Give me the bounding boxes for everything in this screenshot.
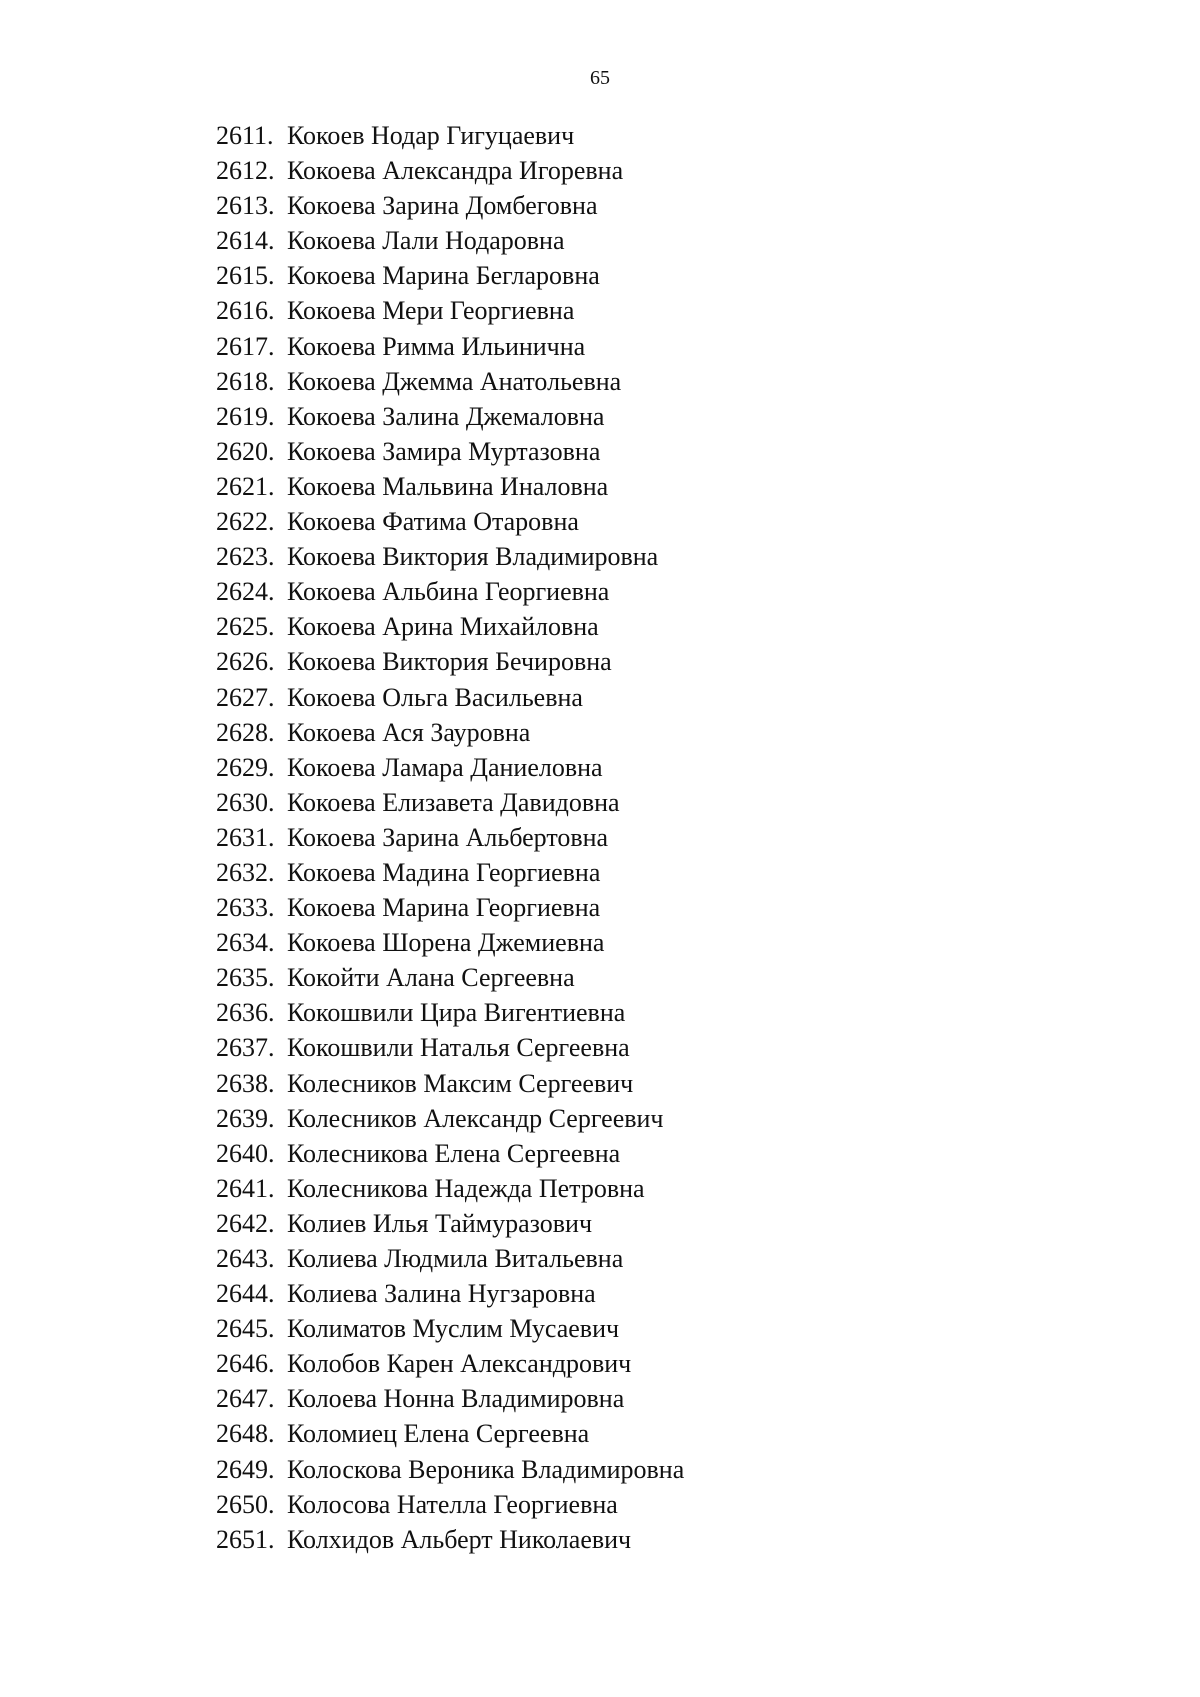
list-item [216, 1276, 684, 1311]
entry-number: 2620. [216, 436, 275, 466]
list-item [216, 293, 684, 328]
entry-number: 2635. [216, 963, 275, 993]
page-number: 65 [590, 67, 610, 89]
entry-name: Кокоева Залина Джемаловна [287, 401, 605, 431]
list-item [216, 1030, 684, 1065]
list-item [216, 504, 684, 539]
entry-number: 2624. [216, 577, 275, 607]
entry-name: Кокоева Мальвина Иналовна [287, 471, 609, 501]
list-item [216, 1452, 684, 1487]
list-item [216, 609, 684, 644]
entry-number: 2629. [216, 752, 275, 782]
entry-name: Коломиец Елена Сергеевна [287, 1419, 590, 1449]
list-item [216, 1522, 684, 1557]
entry-name: Кокоева Джемма Анатольевна [287, 366, 622, 396]
list-item [216, 855, 684, 890]
name-list [216, 118, 684, 1557]
entry-number: 2630. [216, 787, 275, 817]
entry-name: Кокоева Зарина Альбертовна [287, 822, 609, 852]
entry-number: 2632. [216, 857, 275, 887]
entry-name: Кокоева Альбина Георгиевна [287, 577, 610, 607]
list-item [216, 539, 684, 574]
entry-name: Колоскова Вероника Владимировна [287, 1454, 685, 1484]
entry-number: 2640. [216, 1138, 275, 1168]
list-item [216, 1346, 684, 1381]
list-item [216, 680, 684, 715]
entry-name: Колхидов Альберт Николаевич [287, 1524, 632, 1554]
list-item [216, 960, 684, 995]
entry-number: 2631. [216, 822, 275, 852]
list-item [216, 750, 684, 785]
list-item [216, 995, 684, 1030]
entry-number: 2615. [216, 261, 275, 291]
list-item [216, 1136, 684, 1171]
entry-number: 2641. [216, 1173, 275, 1203]
list-item [216, 434, 684, 469]
entry-name: Кокоева Лали Нодаровна [287, 226, 565, 256]
entry-number: 2645. [216, 1314, 275, 1344]
entry-number: 2616. [216, 296, 275, 326]
entry-name: Кокоева Марина Бегларовна [287, 261, 600, 291]
entry-number: 2634. [216, 928, 275, 958]
entry-number: 2628. [216, 717, 275, 747]
entry-number: 2614. [216, 226, 275, 256]
entry-name: Кокоева Виктория Владимировна [287, 542, 659, 572]
entry-name: Кокоева Виктория Бечировна [287, 647, 612, 677]
entry-number: 2646. [216, 1349, 275, 1379]
entry-name: Кокоева Марина Георгиевна [287, 893, 601, 923]
entry-name: Кокошвили Цира Вигентиевна [287, 998, 626, 1028]
entry-name: Кокоева Мадина Георгиевна [287, 857, 601, 887]
list-item [216, 329, 684, 364]
list-item [216, 1381, 684, 1416]
entry-name: Колобов Карен Александрович [287, 1349, 632, 1379]
list-item [216, 890, 684, 925]
entry-name: Кокоев Нодар Гигуцаевич [287, 121, 575, 150]
list-item [216, 1066, 684, 1101]
entry-number: 2618. [216, 366, 275, 396]
list-item [216, 118, 684, 153]
entry-name: Колесников Максим Сергеевич [287, 1068, 634, 1098]
entry-name: Колиева Людмила Витальевна [287, 1244, 624, 1273]
entry-name: Кокоева Ольга Васильевна [287, 682, 583, 712]
list-item [216, 644, 684, 679]
list-item [216, 223, 684, 258]
entry-number: 2613. [216, 191, 275, 221]
entry-name: Колиматов Муслим Мусаевич [287, 1314, 620, 1344]
list-item [216, 715, 684, 750]
entry-number: 2611. [216, 121, 274, 150]
entry-number: 2625. [216, 612, 275, 642]
list-item [216, 153, 684, 188]
entry-name: Кокоева Шорена Джемиевна [287, 928, 605, 958]
entry-name: Кокоева Александра Игоревна [287, 156, 624, 186]
entry-number: 2642. [216, 1208, 275, 1238]
list-item [216, 1206, 684, 1241]
entry-name: Колиева Залина Нугзаровна [287, 1279, 596, 1309]
entry-name: Кокоева Мери Георгиевна [287, 296, 575, 326]
entry-number: 2644. [216, 1279, 275, 1309]
list-item [216, 1171, 684, 1206]
list-item [216, 1311, 684, 1346]
entry-number: 2638. [216, 1068, 275, 1098]
entry-name: Колосова Нателла Георгиевна [287, 1489, 618, 1519]
list-item [216, 1416, 684, 1451]
entry-number: 2650. [216, 1489, 275, 1519]
entry-number: 2637. [216, 1033, 275, 1063]
entry-number: 2643. [216, 1244, 275, 1273]
entry-number: 2626. [216, 647, 275, 677]
entry-name: Кокоева Ася Зауровна [287, 717, 531, 747]
entry-number: 2648. [216, 1419, 275, 1449]
entry-name: Кокоева Фатима Отаровна [287, 507, 579, 537]
entry-number: 2621. [216, 471, 275, 501]
entry-number: 2619. [216, 401, 275, 431]
entry-number: 2651. [216, 1524, 275, 1554]
entry-name: Кокоева Зарина Домбеговна [287, 191, 598, 221]
entry-number: 2647. [216, 1384, 275, 1414]
entry-name: Кокойти Алана Сергеевна [287, 963, 575, 993]
entry-name: Кокоева Арина Михайловна [287, 612, 599, 642]
entry-number: 2622. [216, 507, 275, 537]
list-item [216, 1487, 684, 1522]
entry-number: 2649. [216, 1454, 275, 1484]
list-item [216, 258, 684, 293]
list-item [216, 925, 684, 960]
list-item [216, 820, 684, 855]
entry-name: Колиев Илья Таймуразович [287, 1208, 593, 1238]
entry-name: Колоева Нонна Владимировна [287, 1384, 625, 1414]
entry-number: 2627. [216, 682, 275, 712]
entry-name: Кокошвили Наталья Сергеевна [287, 1033, 630, 1063]
entry-name: Колесников Александр Сергеевич [287, 1103, 664, 1133]
entry-name: Колесникова Елена Сергеевна [287, 1138, 621, 1168]
list-item [216, 469, 684, 504]
list-item [216, 364, 684, 399]
entry-name: Колесникова Надежда Петровна [287, 1173, 645, 1203]
list-item [216, 1241, 684, 1276]
entry-name: Кокоева Римма Ильинична [287, 331, 586, 361]
entry-number: 2623. [216, 542, 275, 572]
entry-number: 2636. [216, 998, 275, 1028]
list-item [216, 574, 684, 609]
list-item [216, 399, 684, 434]
entry-name: Кокоева Ламара Даниеловна [287, 752, 603, 782]
entry-number: 2633. [216, 893, 275, 923]
entry-name: Кокоева Елизавета Давидовна [287, 787, 620, 817]
list-item [216, 1101, 684, 1136]
entry-number: 2612. [216, 156, 275, 186]
list-item [216, 785, 684, 820]
entry-name: Кокоева Замира Муртазовна [287, 436, 601, 466]
entry-number: 2639. [216, 1103, 275, 1133]
list-item [216, 188, 684, 223]
entry-number: 2617. [216, 331, 275, 361]
